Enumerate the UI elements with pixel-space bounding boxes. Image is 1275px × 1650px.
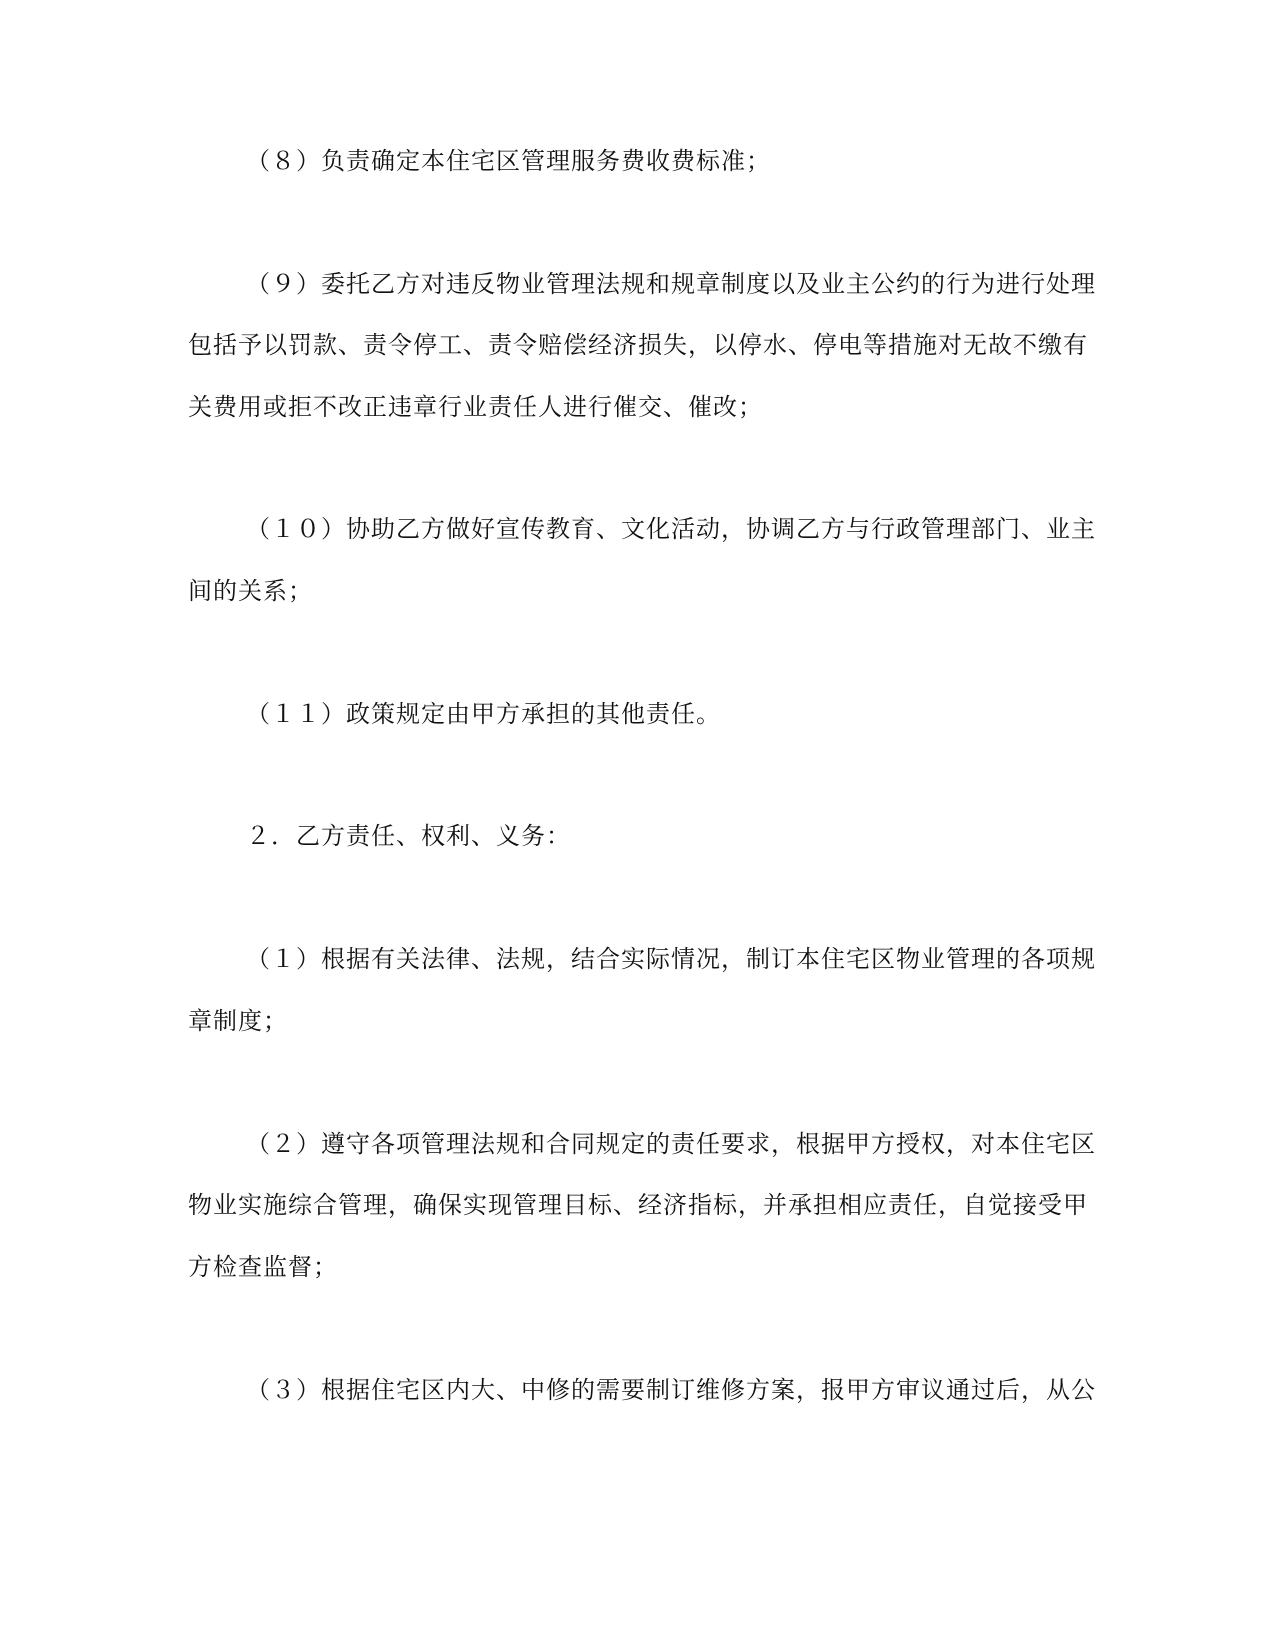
paragraph-line: （９）委托乙方对违反物业管理法规和规章制度以及业主公约的行为进行处理 — [246, 270, 1096, 298]
paragraph-line: （２）遵守各项管理法规和合同规定的责任要求，根据甲方授权，对本住宅区 — [246, 1130, 1096, 1158]
section-heading: ２．乙方责任、权利、义务： — [246, 822, 571, 850]
paragraph-line: （１１）政策规定由甲方承担的其他责任。 — [246, 700, 721, 728]
paragraph-line: 方检查监督； — [188, 1253, 338, 1281]
paragraph-line: （３）根据住宅区内大、中修的需要制订维修方案，报甲方审议通过后，从公 — [246, 1376, 1096, 1404]
paragraph-line: 间的关系； — [188, 577, 313, 605]
paragraph-line: 物业实施综合管理，确保实现管理目标、经济指标，并承担相应责任，自觉接受甲 — [188, 1191, 1088, 1219]
paragraph-line: （１０）协助乙方做好宣传教育、文化活动，协调乙方与行政管理部门、业主 — [246, 515, 1096, 543]
paragraph-line: （１）根据有关法律、法规，结合实际情况，制订本住宅区物业管理的各项规 — [246, 945, 1096, 973]
paragraph-line: 章制度； — [188, 1007, 288, 1035]
paragraph-line: 关费用或拒不改正违章行业责任人进行催交、催改； — [188, 393, 763, 421]
paragraph-line: 包括予以罚款、责令停工、责令赔偿经济损失，以停水、停电等措施对无故不缴有 — [188, 331, 1088, 359]
paragraph-line: （８）负责确定本住宅区管理服务费收费标准； — [246, 147, 771, 175]
